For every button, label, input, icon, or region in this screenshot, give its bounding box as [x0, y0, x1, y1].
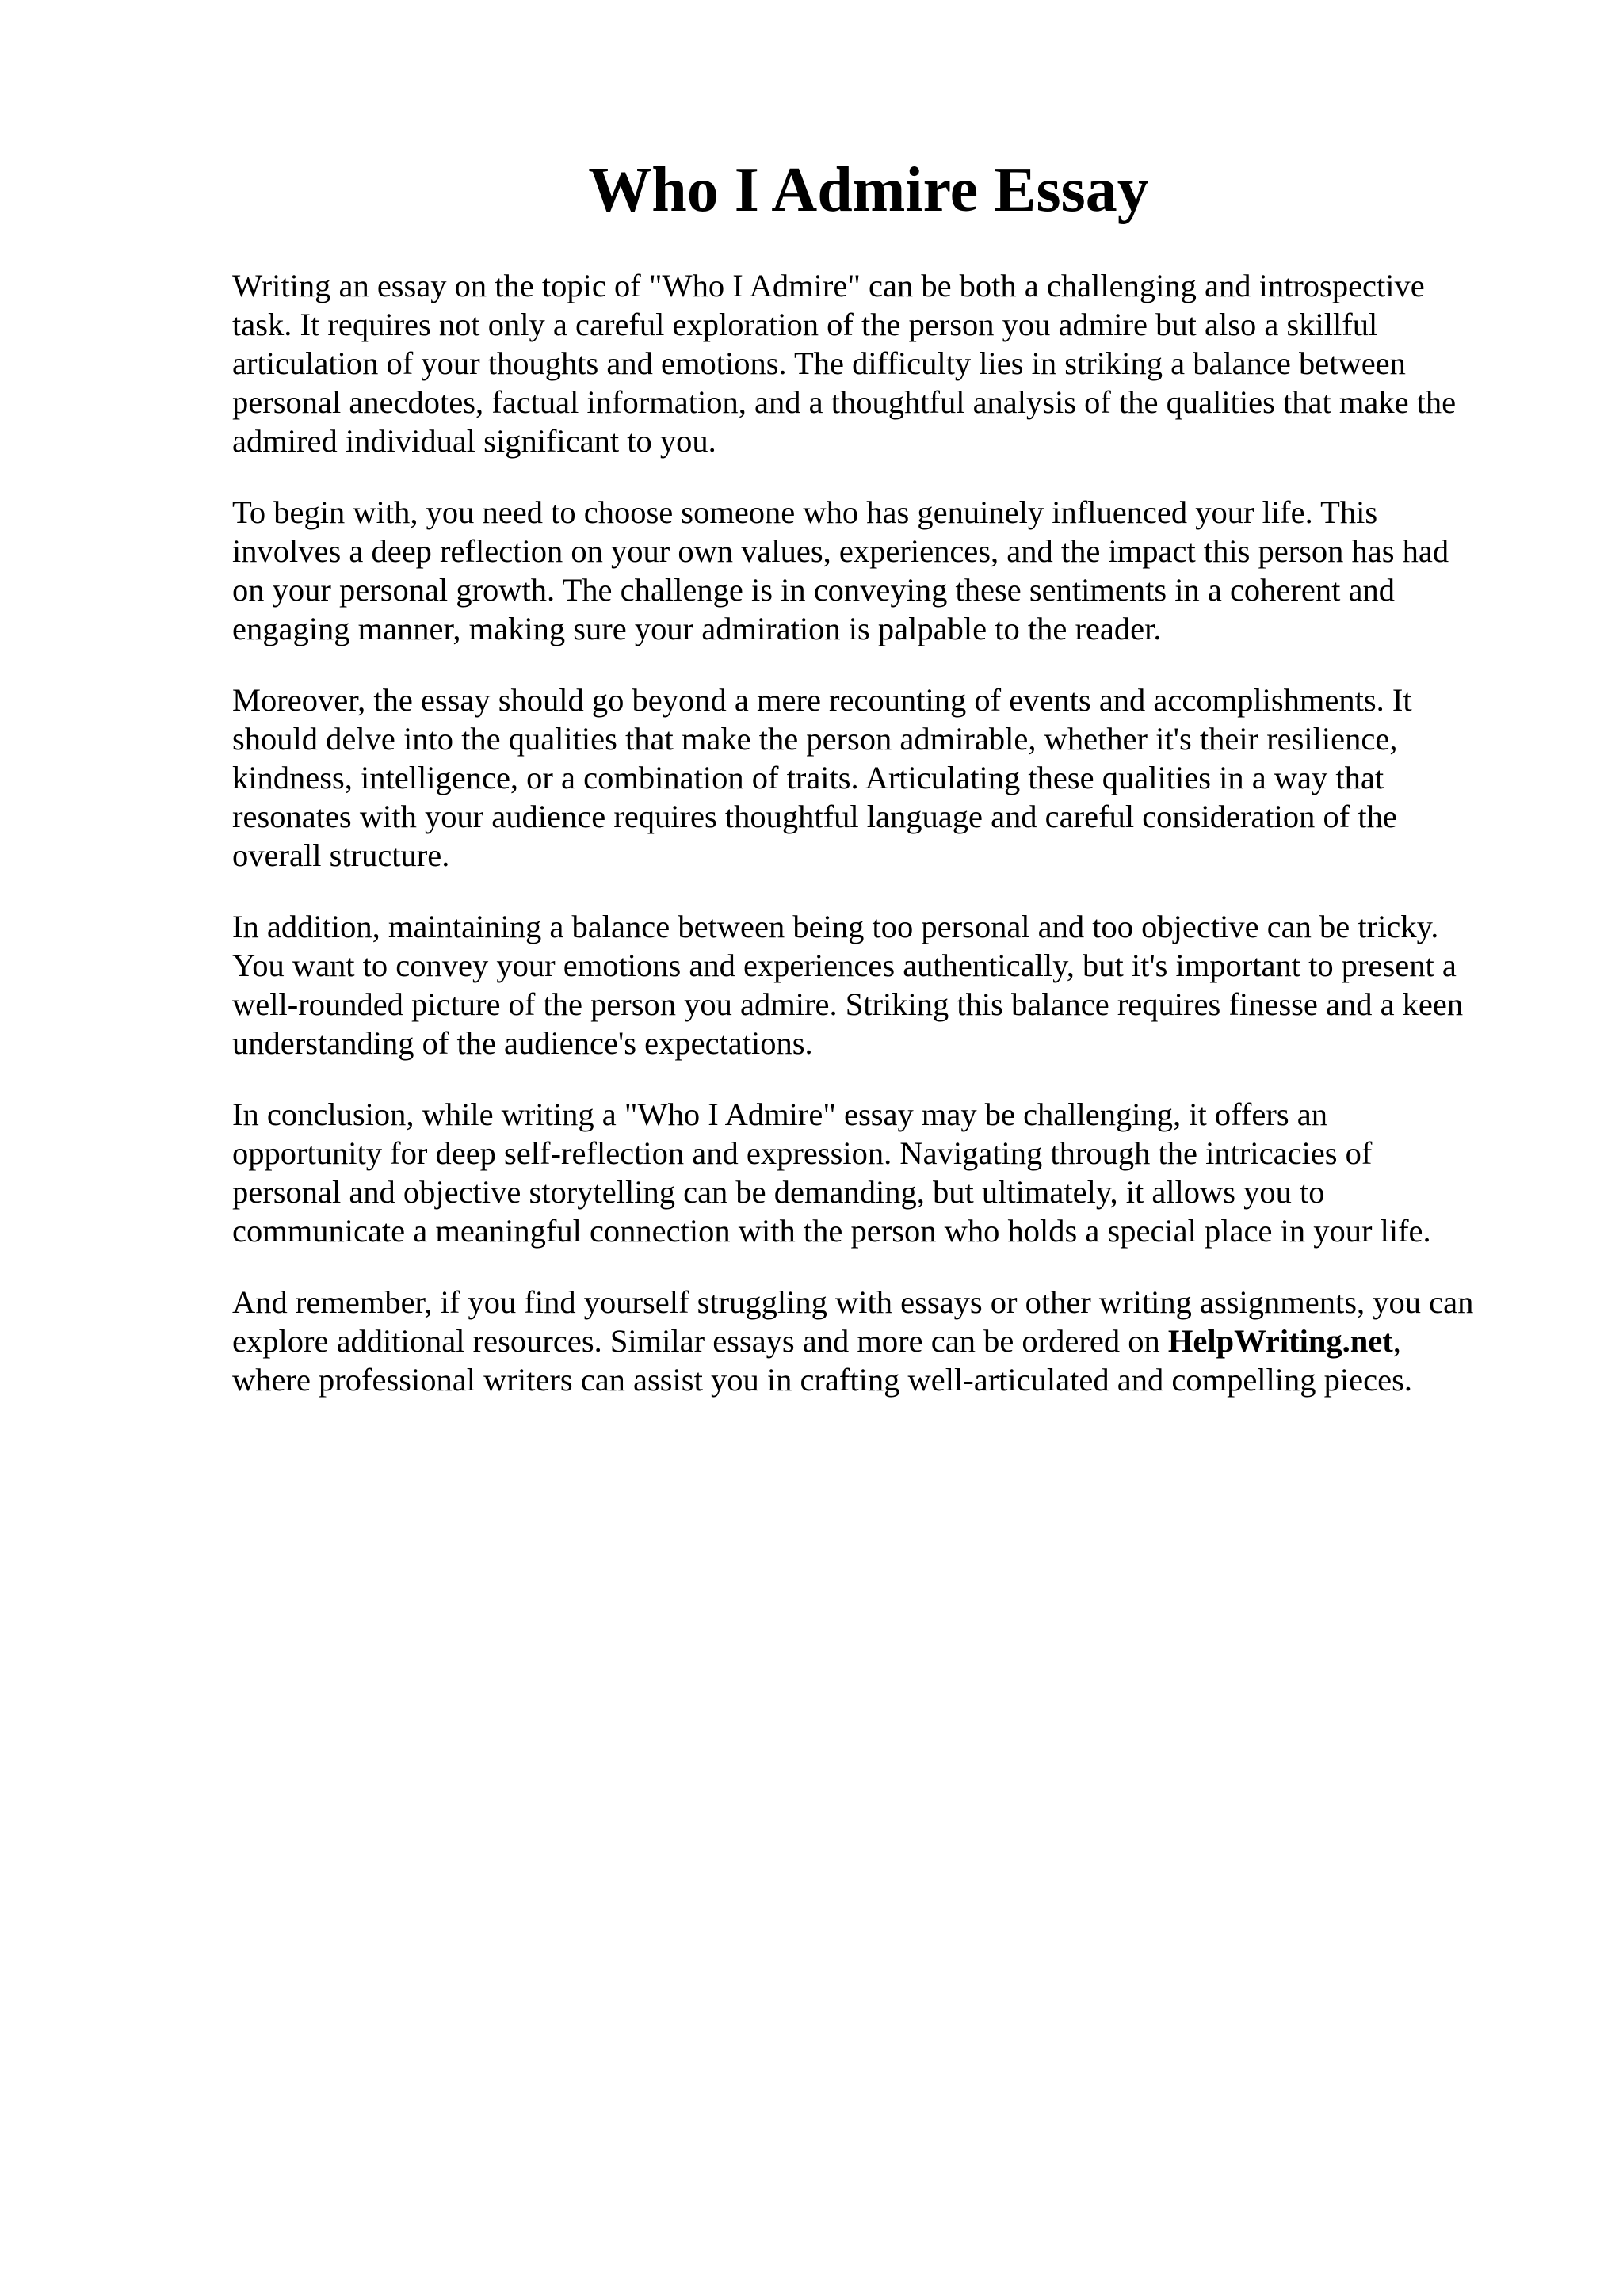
text-line: articulation of your thoughts and emotions. The difficulty lies in striking a balance between [232, 345, 1406, 381]
text-line: Moreover, the essay should go beyond a mere recounting of events and accomplishments. It [232, 682, 1412, 718]
text-line: In addition, maintaining a balance between being too personal and too objective can be tricky. [232, 909, 1439, 944]
text-line: In conclusion, while writing a "Who I Admire" essay may be challenging, it offers an [232, 1097, 1327, 1132]
paragraph-conclusion [232, 1095, 1516, 1250]
paragraph-closing [232, 1283, 1516, 1399]
text-line: involves a deep reflection on your own values, experiences, and the impact this person has had [232, 533, 1449, 569]
text-line: engaging manner, making sure your admiration is palpable to the reader. [232, 611, 1162, 646]
paragraph-choosing [232, 493, 1516, 648]
text-line: And remember, if you find yourself struggling with essays or other writing assignments, you can [232, 1284, 1474, 1320]
text-line: Writing an essay on the topic of "Who I Admire" can be both a challenging and introspective [232, 268, 1425, 303]
text-line: communicate a meaningful connection with the person who holds a special place in your life. [232, 1213, 1431, 1249]
paragraph-intro [232, 266, 1516, 460]
text-line: You want to convey your emotions and experiences authentically, but it's important to present a [232, 948, 1457, 983]
document-title: Who I Admire Essay [588, 155, 1149, 225]
text-line: understanding of the audience's expectations. [232, 1025, 813, 1061]
text-line: kindness, intelligence, or a combination of traits. Articulating these qualities in a way that [232, 760, 1384, 795]
brand-name: HelpWriting.net [1167, 1323, 1393, 1359]
text-line: well-rounded picture of the person you admire. Striking this balance requires finesse and a keen [232, 986, 1464, 1022]
text-line: on your personal growth. The challenge is in conveying these sentiments in a coherent and [232, 572, 1395, 608]
text-segment: , [1392, 1323, 1401, 1359]
paragraph-balance [232, 907, 1516, 1062]
text-line: admired individual significant to you. [232, 423, 716, 459]
paragraph-qualities [232, 681, 1516, 875]
text-line [232, 1322, 1516, 1360]
text-line: personal and objective storytelling can be demanding, but ultimately, it allows you to [232, 1174, 1325, 1210]
text-line: where professional writers can assist you in crafting well-articulated and compelling pieces. [232, 1362, 1412, 1398]
text-line: To begin with, you need to choose someone who has genuinely influenced your life. This [232, 494, 1378, 530]
text-line: opportunity for deep self-reflection and expression. Navigating through the intricacies of [232, 1135, 1373, 1171]
text-line: resonates with your audience requires thoughtful language and careful consideration of the [232, 799, 1397, 834]
text-line: should delve into the qualities that make the person admirable, whether it's their resilience, [232, 721, 1398, 757]
essay-body [232, 266, 1516, 1432]
text-segment: explore additional resources. Similar essays and more can be ordered on [232, 1323, 1168, 1359]
text-line: personal anecdotes, factual information, and a thoughtful analysis of the qualities that make the [232, 384, 1457, 420]
text-line: task. It requires not only a careful exploration of the person you admire but also a skillful [232, 307, 1378, 342]
text-line: overall structure. [232, 837, 450, 873]
